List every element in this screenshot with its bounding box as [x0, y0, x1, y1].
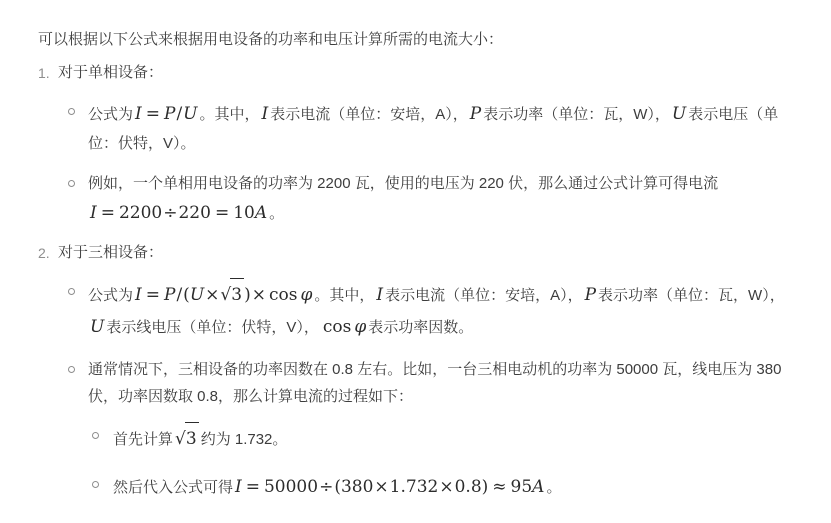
bullet-marker-column	[68, 98, 88, 157]
radicand: 3	[230, 278, 244, 311]
bullet-item	[92, 471, 800, 503]
math-token: P	[163, 285, 176, 305]
math-token: I	[235, 477, 242, 497]
text-run: 然后代入公式可得	[113, 479, 234, 496]
nested-bullet-list	[88, 422, 800, 503]
text-run: 对于单相设备：	[58, 64, 164, 81]
math-formula	[321, 317, 366, 337]
math-token: 380	[340, 477, 374, 497]
math-token: I	[261, 104, 269, 124]
math-formula	[672, 104, 686, 124]
radical-sign: √	[220, 285, 232, 305]
list-item-title	[58, 59, 800, 86]
bullet-list	[58, 98, 800, 229]
bullet-paragraph	[88, 278, 800, 343]
text-run: 表示功率因数。	[368, 319, 474, 336]
math-formula	[175, 429, 199, 449]
math-formula	[262, 104, 269, 124]
math-token: φ	[300, 285, 313, 305]
list-item-body	[58, 59, 800, 239]
list-item	[38, 59, 800, 239]
math-token: ÷	[163, 203, 178, 223]
math-token: 95	[510, 477, 533, 497]
text-run: 通常情况下，三相设备的功率因数在 0.8 左右。比如，一台三相电动机的功率为 50000 瓦，线电压为 380 伏，功率因数取 0.8，那么计算电流的过程如下：	[88, 361, 782, 405]
text-run: 表示功率（单位：瓦，W），	[483, 106, 670, 123]
math-token: ×	[251, 285, 266, 305]
message-content	[38, 26, 800, 513]
math-token: )	[244, 285, 251, 305]
math-formula	[235, 477, 544, 497]
math-token: ×	[374, 477, 389, 497]
text-run: 表示线电压（单位：伏特，V），	[106, 319, 319, 336]
math-token: U	[189, 285, 205, 305]
bullet-item	[68, 170, 800, 229]
math-formula	[470, 104, 481, 124]
bullet-item	[68, 98, 800, 157]
math-token: P	[469, 104, 482, 124]
bullet-paragraph	[88, 98, 800, 157]
math-token: ≈	[492, 477, 507, 497]
math-token: U	[183, 104, 198, 124]
list-number: 1.	[38, 65, 50, 81]
math-formula	[90, 203, 267, 223]
bullet-marker-column	[68, 356, 88, 503]
radicand: 3	[185, 422, 199, 455]
circle-bullet-marker	[92, 432, 99, 439]
math-formula	[135, 104, 197, 124]
bullet-marker-column	[68, 170, 88, 229]
list-item-title	[58, 239, 800, 266]
text-run: 表示电流（单位：安培，A），	[270, 106, 468, 123]
math-token: cos	[322, 317, 352, 337]
math-token: I	[135, 285, 142, 305]
math-token: (	[183, 285, 190, 305]
text-run: 表示功率（单位：瓦，W），	[598, 287, 785, 304]
square-root	[220, 278, 244, 311]
text-run: 约为 1.732。	[200, 431, 288, 448]
radical-sign: √	[175, 429, 186, 449]
bullet-paragraph	[88, 170, 800, 229]
circle-bullet-marker	[68, 180, 75, 187]
intro-paragraph: 可以根据以下公式来根据用电设备的功率和电压计算所需的电流大小：	[38, 31, 504, 48]
math-formula	[376, 285, 383, 305]
math-token: 50000	[263, 477, 319, 497]
math-token: ÷	[319, 477, 334, 497]
math-token: I	[135, 104, 142, 124]
ordered-list	[38, 59, 800, 513]
math-token: U	[90, 317, 105, 337]
math-token: P	[584, 285, 597, 305]
bullet-marker-column	[92, 471, 113, 503]
bullet-body	[113, 471, 800, 503]
math-token: =	[214, 203, 230, 223]
math-formula	[135, 285, 312, 305]
math-token: cos	[268, 285, 298, 305]
math-token: A	[254, 203, 268, 223]
math-token: A	[532, 477, 545, 497]
bullet-item	[92, 422, 800, 455]
bullet-paragraph	[113, 422, 800, 455]
math-token: ×	[439, 477, 454, 497]
bullet-body	[113, 422, 800, 455]
math-token: /	[176, 285, 183, 305]
bullet-body	[88, 356, 800, 503]
bullet-paragraph	[88, 356, 800, 410]
text-run: 公式为	[88, 106, 134, 123]
bullet-paragraph	[113, 471, 800, 503]
math-token: /	[176, 104, 183, 124]
math-token: 0.8	[454, 477, 482, 497]
text-run: 首先计算	[113, 431, 174, 448]
math-token: =	[145, 285, 160, 305]
math-token: φ	[354, 317, 367, 337]
list-number: 2.	[38, 245, 50, 261]
circle-bullet-marker	[68, 366, 75, 373]
bullet-item	[68, 356, 800, 503]
text-run: 。	[269, 205, 285, 222]
text-run: 。	[546, 479, 562, 496]
list-item	[38, 239, 800, 513]
text-run: 例如，一个单相用电设备的功率为 2200 瓦，使用的电压为 220 伏，那么通过公式计算可得电流	[88, 175, 719, 192]
text-run: 公式为	[88, 287, 134, 304]
text-run: 表示电压（单位：伏特，V）。	[88, 106, 779, 152]
math-token: 10	[233, 203, 255, 223]
math-token: =	[100, 203, 115, 223]
math-token: 220	[178, 203, 211, 223]
math-token: I	[90, 203, 97, 223]
square-root	[175, 422, 199, 455]
math-token: 1.732	[389, 477, 439, 497]
text-run: 对于三相设备：	[58, 244, 164, 261]
list-item-body	[58, 239, 800, 513]
bullet-marker-column	[92, 422, 113, 455]
bullet-body	[88, 98, 800, 157]
circle-bullet-marker	[68, 108, 75, 115]
bullet-item	[68, 278, 800, 343]
text-run: 。其中，	[314, 287, 375, 304]
circle-bullet-marker	[68, 288, 75, 295]
bullet-marker-column	[68, 278, 88, 343]
text-run: 。其中，	[199, 106, 260, 123]
bullet-body	[88, 278, 800, 343]
bullet-list	[58, 278, 800, 503]
math-token: P	[163, 104, 176, 124]
math-token: )	[481, 477, 489, 497]
math-token: 2200	[118, 203, 163, 223]
math-token: I	[376, 285, 384, 305]
text-run: 表示电流（单位：安培，A），	[385, 287, 583, 304]
math-token: (	[334, 477, 341, 497]
circle-bullet-marker	[92, 481, 99, 488]
math-token: ×	[205, 285, 220, 305]
math-formula	[585, 285, 596, 305]
math-formula	[90, 317, 104, 337]
bullet-body	[88, 170, 800, 229]
math-token: =	[245, 477, 260, 497]
math-token: =	[145, 104, 160, 124]
math-token: U	[671, 104, 687, 124]
